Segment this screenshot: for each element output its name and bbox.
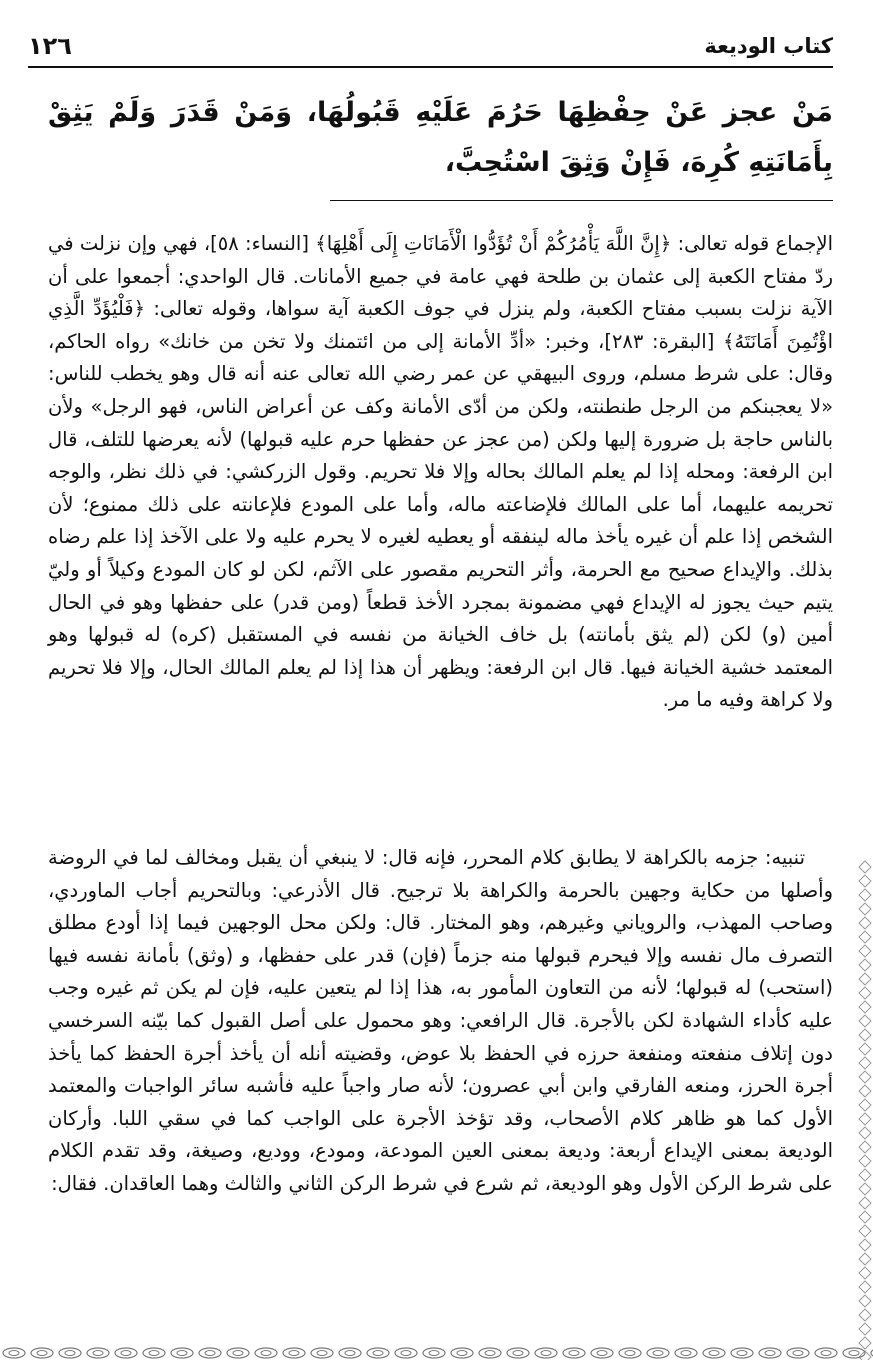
- running-title: كتاب الوديعة: [704, 34, 833, 58]
- page-number: ١٢٦: [28, 32, 72, 60]
- commentary-paragraph-1: [48, 228, 833, 717]
- commentary-text: تنبيه: جزمه بالكراهة لا يطابق كلام المحرر، فإنه قال: لا ينبغي أن يقبل ومخالف لما في الروضة وأصلها من حكاية وجهين بالحرمة والكراهة بلا ترجيح. قال الأذرعي: وبالتحريم أجاب الماوردي، وصاحب المهذب، والروياني وغيرهم، وهو المختار. قال: ولكن محل الوجهين فيما إذا أودع مطلق التصرف مال نفسه وإلا فيحرم قبولها منه جزماً (فإن) قدر على حفظها، و (وثق) بأمانة نفسه فيها (استحب) له قبولها؛ لأنه من التعاون المأمور به، هذا إذا لم يتعين عليه، فإن لم يكن ثم غيره وجب عليه كأداء الشهادة لكن بالأجرة. قال الرافعي: وهو محمول على أصل القبول كما بيّنه السرخسي دون إتلاف منفعته ومنفعة حرزه في الحفظ بلا عوض، وقضيته أنله أن يأخذ أجرة الحفظ كما يأخذ أجرة الحرز، ومنعه الفارقي وابن أبي عصرون؛ لأنه صار واجباً عليه فأشبه سائر الواجبات والمعتمد الأول كما هو ظاهر كلام الأصحاب، وقد تؤخذ الأجرة على الواجب كما في سقي اللبا. وأركان الوديعة بمعنى الإيداع أربعة: وديعة بمعنى العين المودعة، ومودع، ووديع، وصيغة، وقد تقدم الكلام على شرط الركن الأول وهو الوديعة، ثم شرع في شرط الركن الثاني والثالث وهما العاقدان. فقال:: [48, 846, 833, 1195]
- commentary-paragraph-2: [48, 842, 833, 1201]
- separator-rule: [330, 200, 833, 201]
- matn-text: مَنْ عجز عَنْ حِفْظِهَا حَرُمَ عَلَيْهِ قَبُولُهَا، وَمَنْ قَدَرَ وَلَمْ يَثِقْ بِأَمَانَتِهِ كُرِهَ، فَإِنْ وَثِقَ اسْتُحِبَّ،: [48, 97, 833, 178]
- bottom-ornament-border: [0, 1343, 873, 1363]
- commentary-text: الإجماع قوله تعالى: ﴿إِنَّ اللَّهَ يَأْمُرُكُمْ أَنْ تُؤَدُّوا الْأَمَانَاتِ إِلَى أَهْلِهَا﴾ [النساء: ٥٨]، فهي وإن نزلت في ردّ مفتاح الكعبة إلى عثمان بن طلحة فهي عامة في جميع الأمانات. قال الواحدي: أجمعوا على أن الآية نزلت بسبب مفتاح الكعبة، ولم ينزل في جوف الكعبة آية سواها، وقوله تعالى: ﴿فَلْيُؤَدِّ الَّذِي اؤْتُمِنَ أَمَانَتَهُ﴾ [البقرة: ٢٨٣]، وخبر: «أدِّ الأمانة إلى من ائتمنك ولا تخن من خانك» رواه الحاكم، وقال: على شرط مسلم، وروى البيهقي عن عمر رضي الله تعالى عنه أنه قال وهو يخطب للناس: «لا يعجبنكم من الرجل طنطنته، ولكن من أدّى الأمانة وكف عن أعراض الناس، فهو الرجل» ولأن بالناس حاجة بل ضرورة إليها ولكن (من عجز عن حفظها حرم عليه قبولها) لأنه يعرضها للتلف، قال ابن الرفعة: ومحله إذا لم يعلم المالك بحاله وإلا فلا تحريم. وقول الزركشي: في ذلك نظر، والوجه تحريمه عليهما، أما على المالك فلإضاعته ماله، وأما على المودع فلإعانته على ذلك ممنوع؛ لأن الشخص إذا علم أن غيره يأخذ ماله لينفقه أو يعطيه لغيره لا يحرم عليه ولا على الآخذ إذا علم رضاه بذلك. والإيداع صحيح مع الحرمة، وأثر التحريم مقصور على الآثم، لكن لو كان المودع وكيلاً أو وليّ يتيم حيث يجوز له الإيداع فهي مضمونة بمجرد الأخذ قطعاً (ومن قدر) على حفظها وهو في الحال أمين (و) لكن (لم يثق بأمانته) بل خاف الخيانة من نفسه في المستقبل (كره) له قبولها وهو المعتمد خشية الخيانة فيها. قال ابن الرفعة: ويظهر أن هذا إذا لم يعلم المالك الحال، وإلا فلا تحريم ولا كراهة وفيه ما مر.: [48, 232, 834, 712]
- page-header: [28, 30, 833, 68]
- side-ornament-border: [857, 860, 873, 1360]
